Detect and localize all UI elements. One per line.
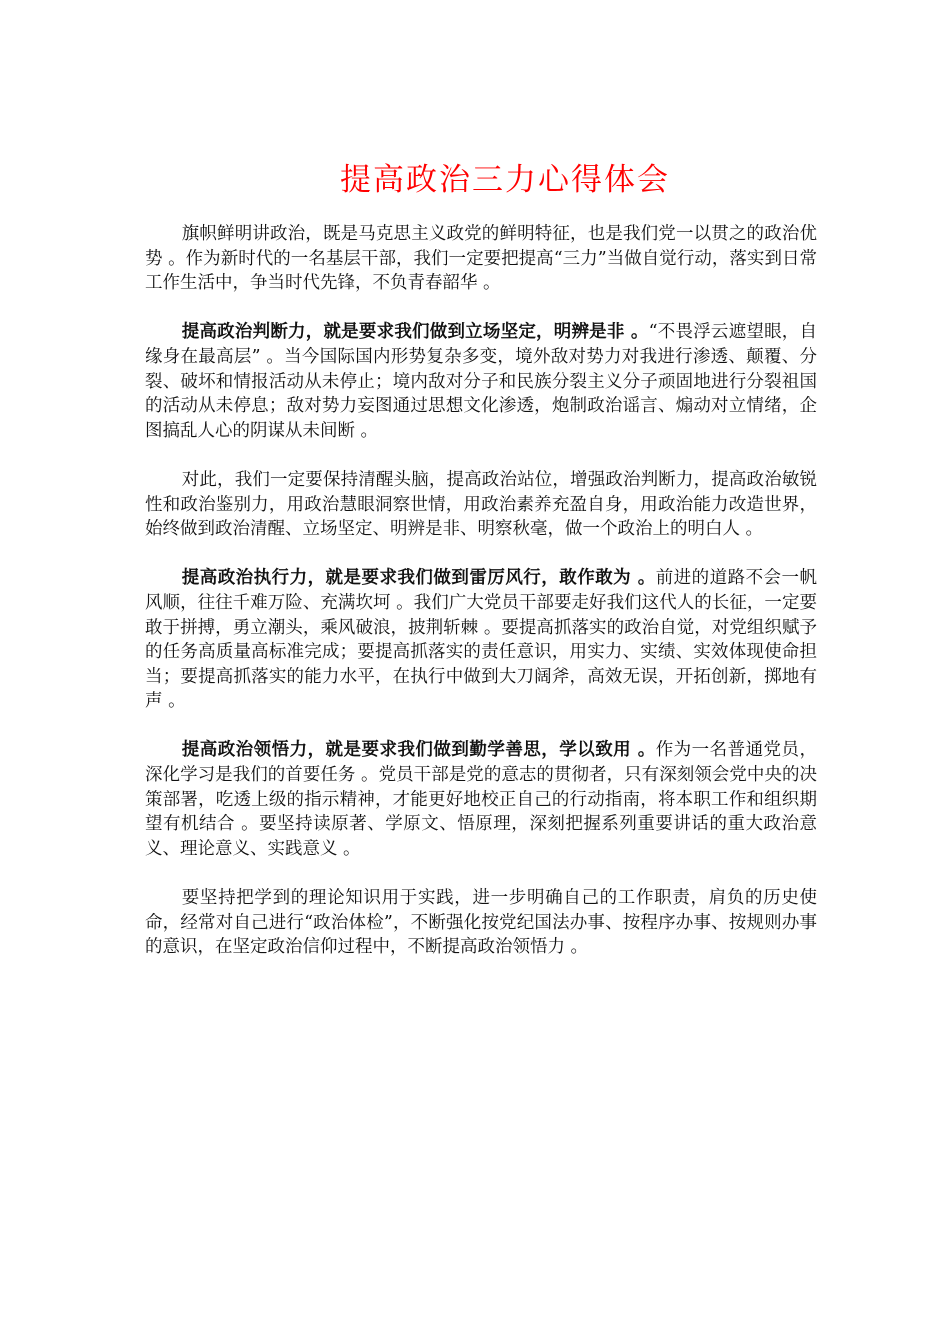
paragraph-1 xyxy=(145,222,817,296)
paragraph-lead: 提高政治判断力，就是要求我们做到立场坚定，明辨是非 。 xyxy=(181,322,649,343)
paragraph-5 xyxy=(145,738,817,861)
paragraph-text: “不畏浮云遮望眼，自缘身在最高层” 。当今国际国内形势复杂多变，境外敌对势力对我进行渗透、颠覆、分裂、破坏和情报活动从未停止；境内敌对分子和民族分裂主义分子顽固地进行分裂祖国的活动从未停息；敌对势力妄图通过思想文化渗透，炮制政治谣言、煽动对立情绪，企图搞乱人心的阴谋从未间断 。 xyxy=(145,322,817,441)
document-body xyxy=(145,222,817,984)
paragraph-text: 旗帜鲜明讲政治，既是马克思主义政党的鲜明特征，也是我们党一以贯之的政治优势 。作为新时代的一名基层干部，我们一定要把提高“三力”当做自觉行动，落实到日常工作生活中，争当时代先锋，不负青春韶华 。 xyxy=(145,224,817,294)
paragraph-4 xyxy=(145,566,817,714)
paragraph-2 xyxy=(145,320,817,443)
paragraph-lead: 提高政治领悟力，就是要求我们做到勤学善思，学以致用 。 xyxy=(181,740,656,761)
paragraph-6 xyxy=(145,886,817,960)
paragraph-text: 作为一名普通党员，深化学习是我们的首要任务 。党员干部是党的意志的贯彻者，只有深刻领会党中央的决策部署，吃透上级的指示精神，才能更好地校正自己的行动指南，将本职工作和组织期望有机结合 。要坚持读原著、学原文、悟原理，深刻把握系列重要讲话的重大政治意义、理论意义、实践意义 。 xyxy=(145,740,818,859)
paragraph-text: 要坚持把学到的理论知识用于实践，进一步明确自己的工作职责，肩负的历史使命，经常对自己进行“政治体检”，不断强化按党纪国法办事、按程序办事、按规则办事的意识，在坚定政治信仰过程中，不断提高政治领悟力 。 xyxy=(145,888,817,958)
document-title: 提高政治三力心得体会 xyxy=(340,162,670,198)
paragraph-text: 对此，我们一定要保持清醒头脑，提高政治站位，增强政治判断力，提高政治敏锐性和政治鉴别力，用政治慧眼洞察世情，用政治素养充盈自身，用政治能力改造世界，始终做到政治清醒、立场坚定、明辨是非、明察秋毫，做一个政治上的明白人 。 xyxy=(145,469,817,540)
paragraph-3 xyxy=(145,468,817,542)
paragraph-lead: 提高政治执行力，就是要求我们做到雷厉风行，敢作敢为 。 xyxy=(181,568,656,589)
paragraph-text: 前进的道路不会一帆风顺，往往千难万险、充满坎坷 。我们广大党员干部要走好我们这代人的长征，一定要敢于拼搏，勇立潮头，乘风破浪，披荆斩棘 。要提高抓落实的政治自觉，对党组织赋予的任务高质量高标准完成；要提高抓落实的责任意识，用实力、实绩、实效体现使命担当；要提高抓落实的能力水平，在执行中做到大刀阔斧，高效无误，开拓创新，掷地有声 。 xyxy=(145,568,818,712)
